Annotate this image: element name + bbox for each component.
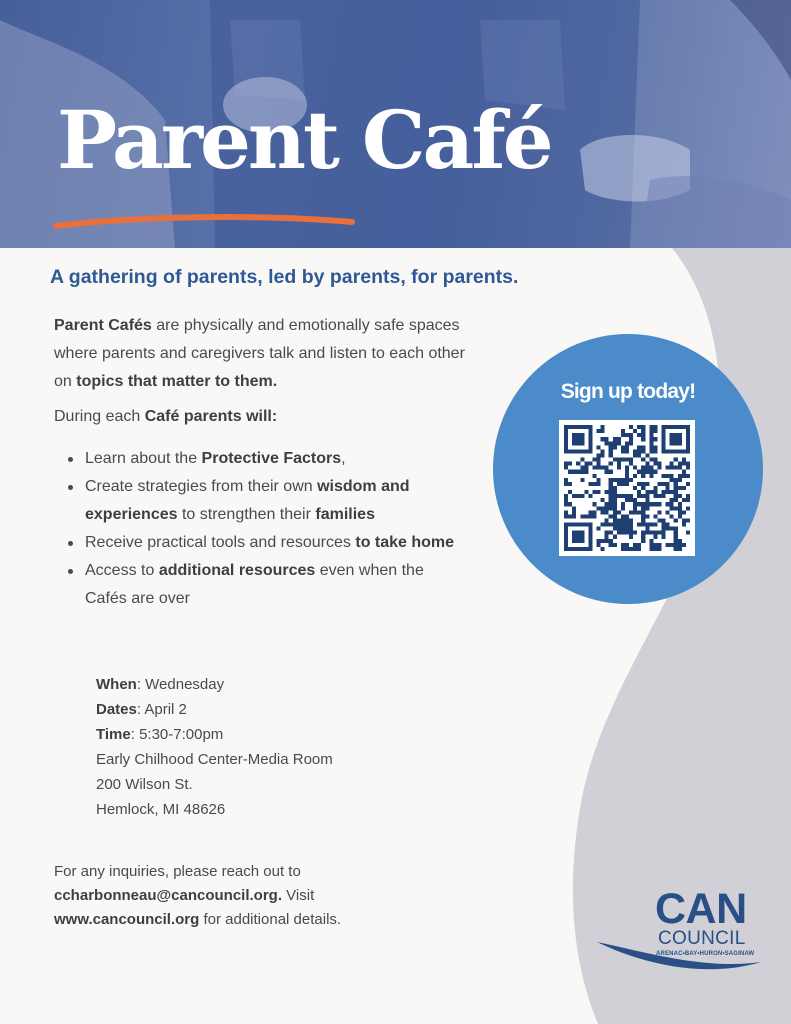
city-line: Hemlock, MI 48626 [96,801,226,818]
list-item-bold: additional resources [158,562,316,579]
list-item-text: Access to [85,562,159,579]
when-value: : Wednesday [136,676,225,693]
title-underline-accent [50,210,360,234]
time-line [96,722,333,747]
street-line: 200 Wilson St. [96,776,193,793]
list-item [66,445,466,473]
page-title: Parent Café [57,93,551,187]
tagline: A gathering of parents, led by parents, for parents. [50,266,519,288]
signup-heading: Sign up today! [560,380,696,403]
list-item-bold: Protective Factors [201,450,342,467]
intro-bold-tail: topics that matter to them. [76,373,278,390]
list-item-text: Learn about the [85,450,202,467]
dates-value: : April 2 [136,701,187,718]
contact-text: for additional details. [199,911,342,928]
website-link[interactable]: www.cancouncil.org [54,911,200,928]
contact-text: Visit [282,887,315,904]
qr-code-icon [564,425,690,551]
during-bold: Café parents will: [144,408,278,425]
list-item [66,557,466,613]
signup-qr-code[interactable] [559,420,695,556]
list-item-bold: families [315,506,375,523]
event-details [96,672,333,822]
location-line: Early Chilhood Center-Media Room [96,751,333,768]
list-item-text: even when the Cafés are over [85,562,424,607]
intro-paragraph [54,312,484,396]
list-item [66,473,466,529]
logo-council-text: COUNCIL [658,928,746,949]
when-label: When [96,676,137,693]
during-text: During each [54,408,145,425]
during-paragraph [54,403,484,431]
hero-banner [0,0,791,248]
intro-text: are physically and emotionally safe spaces where parents and caregivers talk and listen to each other on [54,317,465,390]
logo-counties-text: ARENAC•BAY•HURON•SAGINAW [656,951,755,957]
list-item-bold: to take home [355,534,455,551]
intro-bold-lead: Parent Cafés [54,317,152,334]
list-item [66,529,466,557]
list-item-text: to strengthen their [177,506,316,523]
list-item-text: Receive practical tools and resources [85,534,356,551]
dates-label: Dates [96,701,137,718]
time-value: : 5:30-7:00pm [130,726,224,743]
contact-info [54,860,454,932]
list-item-text: Create strategies from their own [85,478,318,495]
time-label: Time [96,726,131,743]
dates-line [96,697,333,722]
contact-email-link[interactable]: ccharbonneau@cancouncil.org. [54,887,283,904]
list-item-text: , [341,450,346,467]
benefits-list [66,445,466,613]
contact-text: For any inquiries, please reach out to [54,863,301,880]
when-line [96,672,333,697]
list-item-bold: wisdom and experiences [85,478,410,523]
can-council-logo [595,885,765,978]
signup-circle [493,334,763,604]
logo-can-text: CAN [655,885,747,933]
